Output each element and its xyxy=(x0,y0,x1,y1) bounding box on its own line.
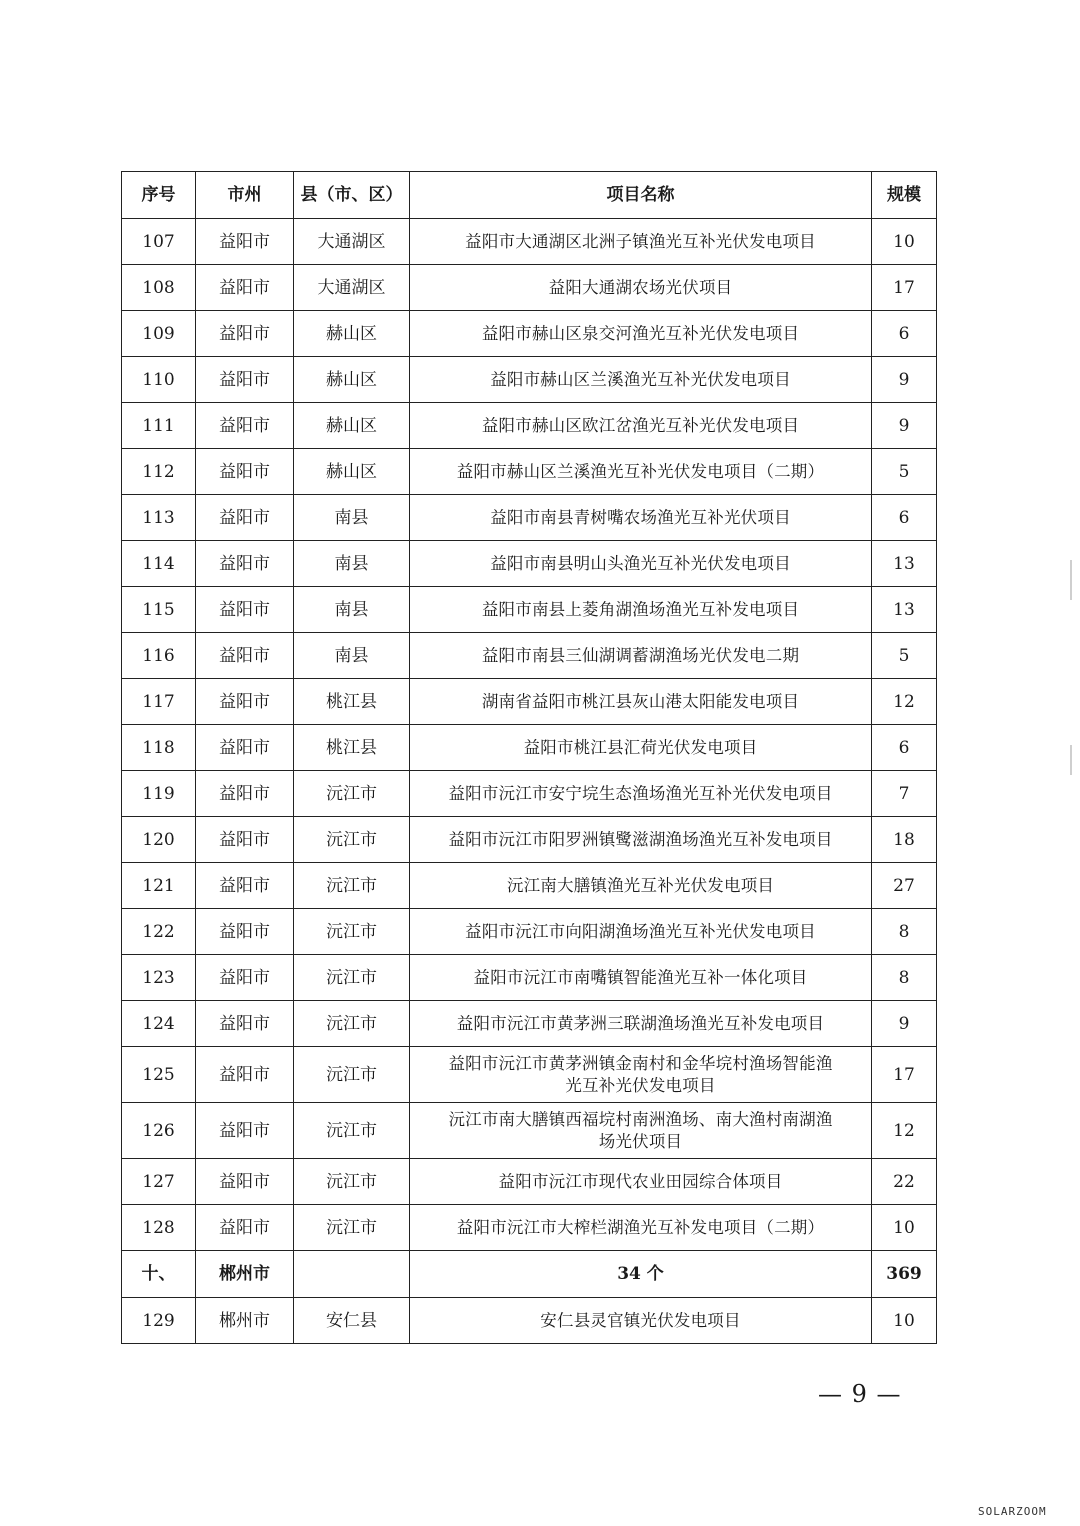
cell-city: 益阳市 xyxy=(196,1103,294,1159)
cell-project: 益阳市沅江市南嘴镇智能渔光互补一体化项目 xyxy=(410,955,872,1001)
cell-county: 南县 xyxy=(294,633,410,679)
table-body xyxy=(122,219,937,1047)
cell-county: 南县 xyxy=(294,541,410,587)
cell-city: 益阳市 xyxy=(196,633,294,679)
table-row xyxy=(122,449,937,495)
cell-project: 益阳市桃江县汇荷光伏发电项目 xyxy=(410,725,872,771)
cell-project: 湖南省益阳市桃江县灰山港太阳能发电项目 xyxy=(410,679,872,725)
cell-county: 沅江市 xyxy=(294,1159,410,1205)
scan-edge-mark xyxy=(1070,560,1072,600)
cell-project: 益阳市南县三仙湖调蓄湖渔场光伏发电二期 xyxy=(410,633,872,679)
cell-index: 113 xyxy=(122,495,196,541)
cell-project: 益阳市南县青树嘴农场渔光互补光伏项目 xyxy=(410,495,872,541)
cell-index: 119 xyxy=(122,771,196,817)
cell-scale: 13 xyxy=(872,541,937,587)
table-header-row xyxy=(122,172,937,219)
cell-city: 益阳市 xyxy=(196,863,294,909)
cell-scale: 9 xyxy=(872,357,937,403)
summary-row xyxy=(122,1251,937,1298)
table-body-summary xyxy=(122,1251,937,1344)
cell-county: 桃江县 xyxy=(294,725,410,771)
cell-project-line: 沅江市南大膳镇西福垸村南洲渔场、南大渔村南湖渔 xyxy=(448,1109,833,1129)
cell-project: 益阳市沅江市安宁垸生态渔场渔光互补光伏发电项目 xyxy=(410,771,872,817)
cell-county: 大通湖区 xyxy=(294,265,410,311)
cell-index: 126 xyxy=(122,1103,196,1159)
header-county: 县（市、区） xyxy=(294,172,410,219)
cell-index: 110 xyxy=(122,357,196,403)
cell-county: 赫山区 xyxy=(294,357,410,403)
cell-project: 益阳市沅江市阳罗洲镇鹭滋湖渔场渔光互补发电项目 xyxy=(410,817,872,863)
cell-city: 郴州市 xyxy=(196,1298,294,1344)
cell-county: 沅江市 xyxy=(294,817,410,863)
cell-project: 益阳市沅江市大榨栏湖渔光互补发电项目（二期） xyxy=(410,1205,872,1251)
cell-project: 益阳市赫山区欧江岔渔光互补光伏发电项目 xyxy=(410,403,872,449)
table-row xyxy=(122,955,937,1001)
cell-project: 益阳大通湖农场光伏项目 xyxy=(410,265,872,311)
cell-index: 121 xyxy=(122,863,196,909)
cell-index: 114 xyxy=(122,541,196,587)
table-row xyxy=(122,357,937,403)
cell-scale: 9 xyxy=(872,403,937,449)
cell-project: 益阳市南县上菱角湖渔场渔光互补发电项目 xyxy=(410,587,872,633)
cell-index: 124 xyxy=(122,1001,196,1047)
cell-city: 益阳市 xyxy=(196,1159,294,1205)
table-row xyxy=(122,1205,937,1251)
cell-city: 益阳市 xyxy=(196,817,294,863)
cell-project: 益阳市沅江市向阳湖渔场渔光互补光伏发电项目 xyxy=(410,909,872,955)
cell-index: 109 xyxy=(122,311,196,357)
cell-city: 益阳市 xyxy=(196,771,294,817)
cell-index: 111 xyxy=(122,403,196,449)
cell-scale: 10 xyxy=(872,219,937,265)
cell-city: 益阳市 xyxy=(196,357,294,403)
cell-project xyxy=(410,1047,872,1103)
cell-county: 安仁县 xyxy=(294,1298,410,1344)
cell-scale: 27 xyxy=(872,863,937,909)
table-row xyxy=(122,265,937,311)
table-row xyxy=(122,1001,937,1047)
header-scale: 规模 xyxy=(872,172,937,219)
cell-scale: 6 xyxy=(872,725,937,771)
header-index: 序号 xyxy=(122,172,196,219)
cell-project xyxy=(410,1103,872,1159)
summary-scale: 369 xyxy=(872,1251,937,1298)
cell-county: 沅江市 xyxy=(294,1103,410,1159)
cell-project: 益阳市赫山区兰溪渔光互补光伏发电项目（二期） xyxy=(410,449,872,495)
cell-scale: 12 xyxy=(872,679,937,725)
table-body xyxy=(122,1159,937,1251)
table-row xyxy=(122,1047,937,1103)
cell-index: 128 xyxy=(122,1205,196,1251)
table-row xyxy=(122,1298,937,1344)
cell-county: 沅江市 xyxy=(294,1047,410,1103)
cell-city: 益阳市 xyxy=(196,449,294,495)
table-row xyxy=(122,771,937,817)
cell-scale: 6 xyxy=(872,495,937,541)
cell-city: 益阳市 xyxy=(196,495,294,541)
cell-scale: 8 xyxy=(872,955,937,1001)
table-row xyxy=(122,541,937,587)
cell-scale: 13 xyxy=(872,587,937,633)
cell-scale: 18 xyxy=(872,817,937,863)
cell-county: 沅江市 xyxy=(294,863,410,909)
table-row xyxy=(122,403,937,449)
watermark: SOLARZOOM xyxy=(978,1505,1047,1518)
cell-city: 益阳市 xyxy=(196,679,294,725)
cell-index: 112 xyxy=(122,449,196,495)
cell-county: 沅江市 xyxy=(294,909,410,955)
cell-city: 益阳市 xyxy=(196,955,294,1001)
cell-city: 益阳市 xyxy=(196,219,294,265)
cell-project: 益阳市沅江市黄茅洲三联湖渔场渔光互补发电项目 xyxy=(410,1001,872,1047)
table-row xyxy=(122,909,937,955)
table-row xyxy=(122,679,937,725)
table-row xyxy=(122,1103,937,1159)
cell-county: 赫山区 xyxy=(294,403,410,449)
cell-scale: 5 xyxy=(872,449,937,495)
cell-index: 116 xyxy=(122,633,196,679)
cell-index: 118 xyxy=(122,725,196,771)
cell-city: 益阳市 xyxy=(196,909,294,955)
summary-city: 郴州市 xyxy=(196,1251,294,1298)
table-row xyxy=(122,725,937,771)
cell-index: 107 xyxy=(122,219,196,265)
table-body-multiline xyxy=(122,1047,937,1159)
cell-scale: 5 xyxy=(872,633,937,679)
cell-index: 122 xyxy=(122,909,196,955)
cell-scale: 7 xyxy=(872,771,937,817)
cell-scale: 17 xyxy=(872,265,937,311)
summary-project-count: 34 个 xyxy=(410,1251,872,1298)
cell-scale: 10 xyxy=(872,1205,937,1251)
cell-project-line: 光互补光伏发电项目 xyxy=(565,1075,716,1095)
cell-project: 益阳市赫山区兰溪渔光互补光伏发电项目 xyxy=(410,357,872,403)
header-project: 项目名称 xyxy=(410,172,872,219)
cell-county: 赫山区 xyxy=(294,311,410,357)
cell-scale: 22 xyxy=(872,1159,937,1205)
cell-project-line: 益阳市沅江市黄茅洲镇金南村和金华垸村渔场智能渔 xyxy=(448,1053,833,1073)
cell-index: 117 xyxy=(122,679,196,725)
cell-index: 115 xyxy=(122,587,196,633)
cell-county: 赫山区 xyxy=(294,449,410,495)
cell-project-line: 场光伏项目 xyxy=(598,1131,683,1151)
cell-city: 益阳市 xyxy=(196,403,294,449)
cell-county: 南县 xyxy=(294,495,410,541)
cell-scale: 17 xyxy=(872,1047,937,1103)
cell-scale: 8 xyxy=(872,909,937,955)
cell-county: 大通湖区 xyxy=(294,219,410,265)
table-row xyxy=(122,633,937,679)
table-row xyxy=(122,1159,937,1205)
cell-city: 益阳市 xyxy=(196,541,294,587)
cell-index: 108 xyxy=(122,265,196,311)
cell-project: 益阳市沅江市现代农业田园综合体项目 xyxy=(410,1159,872,1205)
cell-index: 120 xyxy=(122,817,196,863)
cell-city: 益阳市 xyxy=(196,311,294,357)
cell-project: 益阳市南县明山头渔光互补光伏发电项目 xyxy=(410,541,872,587)
header-city: 市州 xyxy=(196,172,294,219)
summary-county xyxy=(294,1251,410,1298)
cell-city: 益阳市 xyxy=(196,587,294,633)
cell-city: 益阳市 xyxy=(196,1001,294,1047)
cell-city: 益阳市 xyxy=(196,1205,294,1251)
table-row xyxy=(122,817,937,863)
table-row xyxy=(122,311,937,357)
cell-index: 127 xyxy=(122,1159,196,1205)
cell-county: 南县 xyxy=(294,587,410,633)
cell-project: 益阳市赫山区泉交河渔光互补光伏发电项目 xyxy=(410,311,872,357)
cell-city: 益阳市 xyxy=(196,265,294,311)
cell-county: 沅江市 xyxy=(294,955,410,1001)
cell-county: 沅江市 xyxy=(294,1205,410,1251)
table-row xyxy=(122,587,937,633)
table-row xyxy=(122,495,937,541)
scan-edge-mark xyxy=(1070,745,1072,775)
cell-project: 沅江南大膳镇渔光互补光伏发电项目 xyxy=(410,863,872,909)
cell-county: 桃江县 xyxy=(294,679,410,725)
cell-scale: 6 xyxy=(872,311,937,357)
cell-county: 沅江市 xyxy=(294,1001,410,1047)
cell-county: 沅江市 xyxy=(294,771,410,817)
cell-project: 安仁县灵官镇光伏发电项目 xyxy=(410,1298,872,1344)
cell-index: 123 xyxy=(122,955,196,1001)
cell-city: 益阳市 xyxy=(196,1047,294,1103)
page-number: — 9 — xyxy=(818,1380,902,1408)
summary-index: 十、 xyxy=(122,1251,196,1298)
cell-scale: 10 xyxy=(872,1298,937,1344)
table-row xyxy=(122,863,937,909)
cell-scale: 12 xyxy=(872,1103,937,1159)
cell-scale: 9 xyxy=(872,1001,937,1047)
cell-index: 125 xyxy=(122,1047,196,1103)
cell-city: 益阳市 xyxy=(196,725,294,771)
cell-index: 129 xyxy=(122,1298,196,1344)
project-table xyxy=(121,171,937,1344)
table-row xyxy=(122,219,937,265)
cell-project: 益阳市大通湖区北洲子镇渔光互补光伏发电项目 xyxy=(410,219,872,265)
